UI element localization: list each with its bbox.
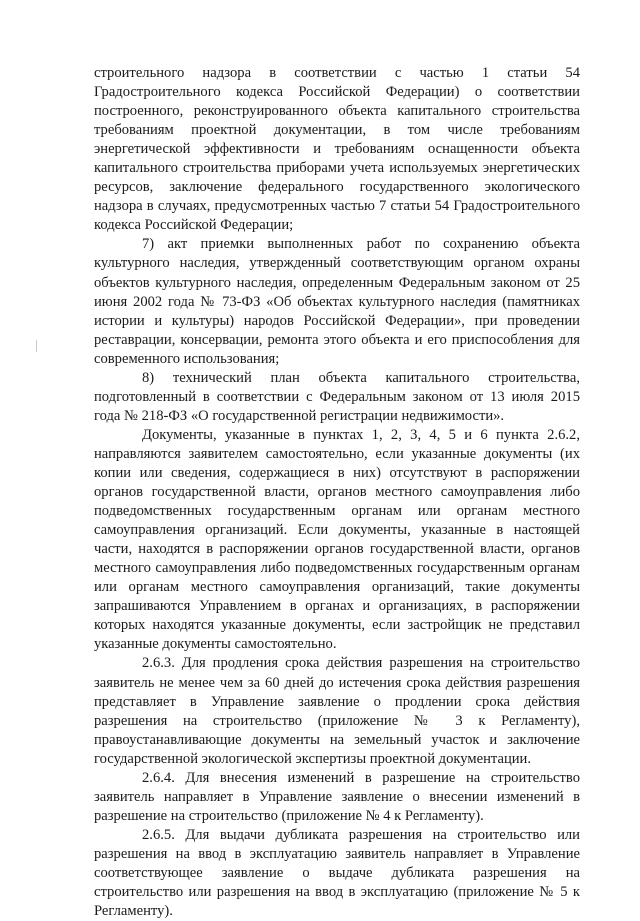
margin-mark: [36, 340, 37, 352]
paragraph-2-6-5: 2.6.5. Для выдачи дубликата разрешения на строительство или разрешения на ввод в эксплуатацию заявитель направляет в Управление соответствующее заявление о выдаче дубликата разрешения на строительство или разрешения на ввод в эксплуатацию (приложение № 5 к Регламенту).: [94, 826, 580, 920]
paragraph-documents: Документы, указанные в пунктах 1, 2, 3, 4, 5 и 6 пункта 2.6.2, направляются заявителем самостоятельно, если указанные документы (их копии или сведения, содержащиеся в них) отсутствуют в распоряжении органов государственной власти, органов местного самоуправления либо подведомственных государственным органам или органам местного самоуправления организаций. Если документы, указанные в настоящей части, находятся в распоряжении органов государственной власти, органов местного самоуправления либо подведомственных государственным органам или органам местного самоуправления организаций, такие документы запрашиваются Управлением в органах и организациях, в распоряжении которых находятся указанные документы, если застройщик не представил указанные документы самостоятельно.: [94, 426, 580, 653]
paragraph-1: строительного надзора в соответствии с частью 1 статьи 54 Градостроительного кодекса Российской Федерации) о соответствии построенного, реконструированного объекта капитального строительства требованиям проектной документации, в том числе требованиям энергетической эффективности и требованиям оснащенности объекта капитального строительства приборами учета используемых энергетических ресурсов, заключение федерального государственного экологического надзора в случаях, предусмотренных частью 7 статьи 54 Градостроительного кодекса Российской Федерации;: [94, 65, 580, 234]
paragraph-2-6-3: 2.6.3. Для продления срока действия разрешения на строительство заявитель не менее чем за 60 дней до истечения срока действия разрешения представляет в Управление заявление о продлении срока действия разрешения на строительство (приложение № 3 к Регламенту), правоустанавливающие документы на земельный участок и заключение государственной экологической экспертизы проектной документации.: [94, 655, 580, 767]
paragraph-item-8: 8) технический план объекта капитального строительства, подготовленный в соответствии с Федеральным законом от 13 июля 2015 года № 218-ФЗ «О государственной регистрации недвижимости».: [94, 369, 580, 424]
paragraph-item-7: 7) акт приемки выполненных работ по сохранению объекта культурного наследия, утвержденный соответствующим органом охраны объектов культурного наследия, определенным Федеральным законом от 25 июня 2002 года № 73-ФЗ «Об объектах культурного наследия (памятниках истории и культуры) народов Российской Федерации», при проведении реставрации, консервации, ремонта этого объекта и его приспособления для современного использования;: [94, 236, 580, 367]
paragraph-2-6-4: 2.6.4. Для внесения изменений в разрешение на строительство заявитель направляет в Управление заявление о внесении изменений в разрешение на строительство (приложение № 4 к Регламенту).: [94, 769, 580, 824]
document-body: [94, 64, 580, 921]
